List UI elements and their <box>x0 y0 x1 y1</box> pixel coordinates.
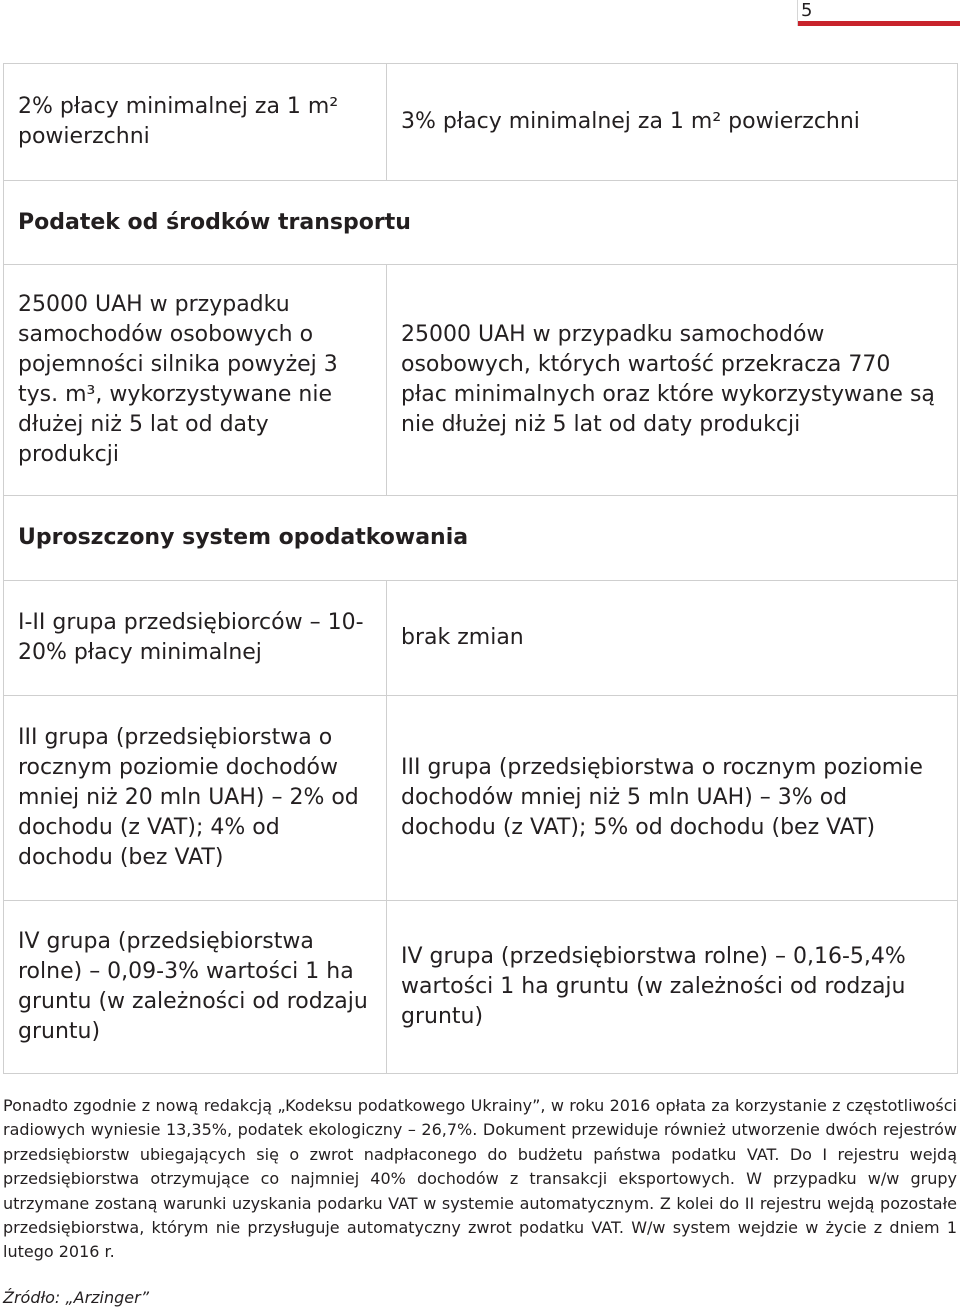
table-row <box>4 696 958 901</box>
section-heading-simplified-tax: Uproszczony system opodatkowania <box>4 496 958 581</box>
table-cell-right: IV grupa (przedsiębiorstwa rolne) – 0,16-5,4% wartości 1 ha gruntu (w zależności od rodzaju gruntu) <box>387 901 958 1074</box>
table-cell-left: III grupa (przedsiębiorstwa o rocznym poziomie dochodów mniej niż 20 mln UAH) – 2% od dochodu (z VAT); 4% od dochodu (bez VAT) <box>4 696 387 901</box>
table-cell-right: 3% płacy minimalnej za 1 m² powierzchni <box>387 64 958 181</box>
table-cell-right: brak zmian <box>387 581 958 696</box>
table-row <box>4 581 958 696</box>
table-cell-left: 2% płacy minimalnej za 1 m² powierzchni <box>4 64 387 181</box>
table-cell-right: 25000 UAH w przypadku samochodów osobowych, których wartość przekracza 770 płac minimalnych oraz które wykorzystywane są nie dłużej niż 5 lat od daty produkcji <box>387 265 958 496</box>
table-cell-left: IV grupa (przedsiębiorstwa rolne) – 0,09-3% wartości 1 ha gruntu (w zależności od rodzaju gruntu) <box>4 901 387 1074</box>
table-cell-left: 25000 UAH w przypadku samochodów osobowych o pojemności silnika powyżej 3 tys. m³, wykorzystywane nie dłużej niż 5 lat od daty produkcji <box>4 265 387 496</box>
table-row <box>4 901 958 1074</box>
tax-comparison-table <box>3 63 958 1074</box>
table-cell-right: III grupa (przedsiębiorstwa o rocznym poziomie dochodów mniej niż 5 mln UAH) – 3% od dochodu (z VAT); 5% od dochodu (bez VAT) <box>387 696 958 901</box>
section-row <box>4 496 958 581</box>
section-heading-transport-tax: Podatek od środków transportu <box>4 181 958 265</box>
body-paragraph: Ponadto zgodnie z nową redakcją „Kodeksu podatkowego Ukrainy”, w roku 2016 opłata za korzystanie z częstotliwości radiowych wyniesie 13,35%, podatek ekologiczny – 26,7%. Dokument przewiduje również utworzenie dwóch rejestrów przedsiębiorstw ubiegających się o zwrot nadpłaconego do budżetu państwa podatku VAT. Do I rejestru wejdą przedsiębiorstwa otrzymujące co najmniej 40% dochodów z transakcji eksportowych. W przypadku w/w grupy utrzymane zostaną warunki uzyskania podarku VAT w systemie automatycznym. Z kolei do II rejestru wejdą pozostałe przedsiębiorstwa, którym nie przysługuje automatyczny zwrot podatku VAT. W/w system wejdzie w życie z dniem 1 lutego 2016 r. <box>3 1096 957 1262</box>
table-cell-left: I-II grupa przedsiębiorców – 10-20% płacy minimalnej <box>4 581 387 696</box>
source-note: Źródło: „Arzinger” <box>3 1288 150 1307</box>
page-number: 5 <box>797 0 960 26</box>
section-row <box>4 181 958 265</box>
table-row <box>4 64 958 181</box>
table-row <box>4 265 958 496</box>
